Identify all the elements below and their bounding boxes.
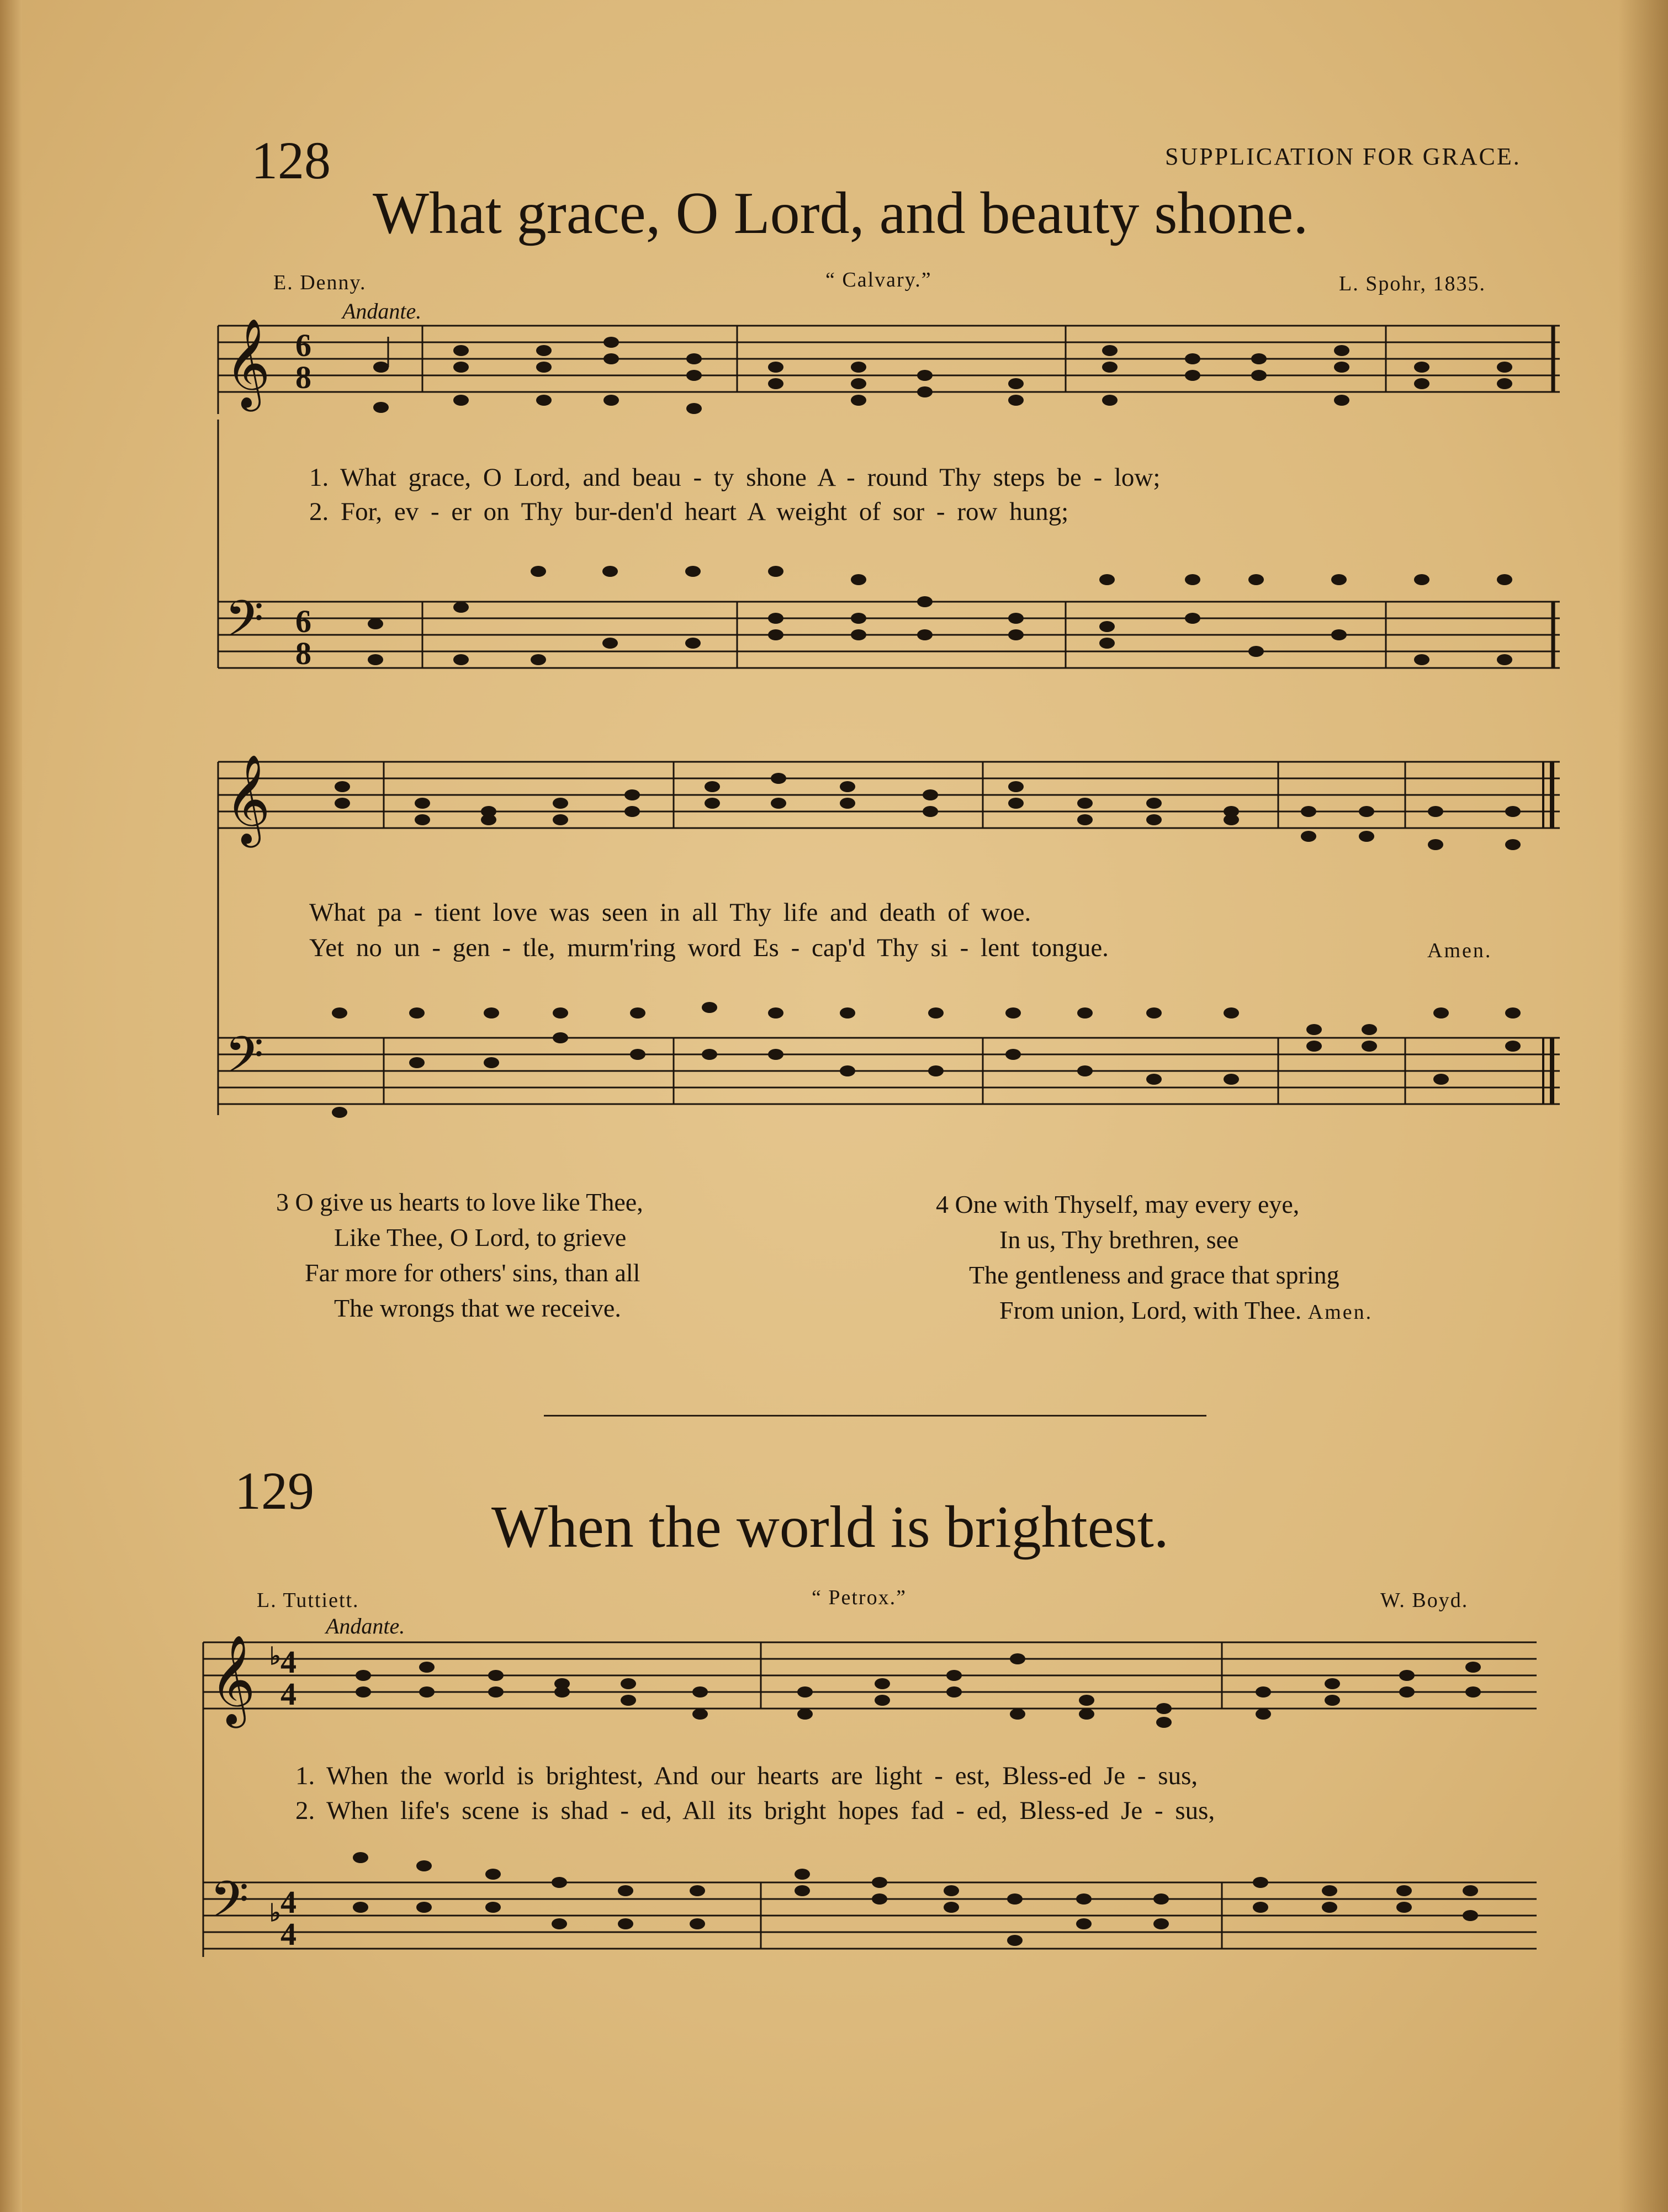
svg-text:𝄢: 𝄢	[225, 590, 264, 660]
svg-text:𝄞: 𝄞	[225, 754, 271, 844]
bass-staff-128-2	[218, 1026, 1560, 1143]
bass-staff-128-1	[218, 590, 1560, 707]
svg-text:8: 8	[295, 359, 311, 395]
tempo-128: Andante.	[342, 299, 422, 323]
author-128: E. Denny.	[273, 271, 367, 294]
treble-staff-129	[203, 1635, 1537, 1747]
hymn-number-128: 128	[251, 131, 331, 190]
verse-3-line-2: Like Thee, O Lord, to grieve	[334, 1223, 627, 1251]
svg-text:4: 4	[280, 1884, 296, 1920]
tempo-129: Andante.	[326, 1614, 405, 1638]
svg-text:𝄢: 𝄢	[225, 1026, 264, 1096]
svg-text:♭: ♭	[269, 1900, 281, 1927]
verse-3-line-1: 3 O give us hearts to love like Thee,	[276, 1188, 643, 1216]
svg-text:6: 6	[295, 327, 311, 363]
svg-text:𝄞: 𝄞	[225, 318, 271, 408]
verse-3-line-4: The wrongs that we receive.	[334, 1294, 621, 1322]
svg-text:𝄞: 𝄞	[210, 1635, 256, 1725]
verse-4-line-4-text: From union, Lord, with Thee.	[999, 1296, 1302, 1324]
composer-129: W. Boyd.	[1380, 1589, 1469, 1612]
svg-text:4: 4	[280, 1916, 296, 1952]
svg-text:4: 4	[280, 1676, 296, 1712]
hymn-title-128: What grace, O Lord, and beauty shone.	[373, 181, 1309, 246]
section-divider	[544, 1415, 1206, 1417]
verse-3-line-3: Far more for others' sins, than all	[305, 1259, 640, 1287]
bass-staff-129	[203, 1870, 1537, 1982]
amen-128-verse: Amen.	[1307, 1301, 1373, 1324]
lyrics-128-2-verse1: What pa - tient love was seen in all Thy life and death of woe.	[309, 898, 1031, 927]
author-129: L. Tuttiett.	[257, 1589, 359, 1612]
lyrics-129-verse2: 2. When life's scene is shad - ed, All its bright hopes fad - ed, Bless-ed Je - sus,	[295, 1796, 1215, 1825]
verse-3	[276, 1185, 643, 1326]
composer-128: L. Spohr, 1835.	[1339, 272, 1486, 295]
lyrics-128-1-verse1: 1. What grace, O Lord, and beau - ty shone A - round Thy steps be - low;	[309, 463, 1161, 492]
tune-name-129: “ Petrox.”	[812, 1586, 907, 1609]
verse-4-line-3: The gentleness and grace that spring	[969, 1261, 1339, 1289]
verse-4-line-1: 4 One with Thyself, may every eye,	[936, 1190, 1300, 1218]
svg-text:𝄢: 𝄢	[210, 1870, 249, 1941]
svg-text:8: 8	[295, 635, 311, 671]
section-heading: SUPPLICATION FOR GRACE.	[1165, 143, 1521, 170]
treble-staff-128-1	[218, 318, 1560, 436]
page-edge-left	[0, 0, 22, 2212]
lyrics-128-1-verse2: 2. For, ev - er on Thy bur-den'd heart A weight of sor - row hung;	[309, 497, 1069, 526]
svg-text:4: 4	[280, 1644, 296, 1680]
lyrics-129-verse1: 1. When the world is brightest, And our hearts are light - est, Bless-ed Je - sus,	[295, 1762, 1198, 1790]
hymn-number-129: 129	[235, 1461, 314, 1520]
amen-128-music: Amen.	[1427, 939, 1492, 962]
hymn-title-129: When the world is brightest.	[491, 1494, 1169, 1560]
verse-4-line-4	[936, 1293, 1373, 1330]
svg-text:♭: ♭	[269, 1643, 281, 1670]
tune-name-128: “ Calvary.”	[825, 268, 932, 291]
svg-text:6: 6	[295, 603, 311, 639]
verse-4	[936, 1187, 1373, 1330]
page-edge-right	[1618, 0, 1668, 2212]
verse-4-line-2: In us, Thy brethren, see	[999, 1226, 1239, 1254]
lyrics-128-2-verse2: Yet no un - gen - tle, murm'ring word Es - cap'd Thy si - lent tongue.	[309, 933, 1109, 962]
treble-staff-128-2	[218, 754, 1560, 872]
